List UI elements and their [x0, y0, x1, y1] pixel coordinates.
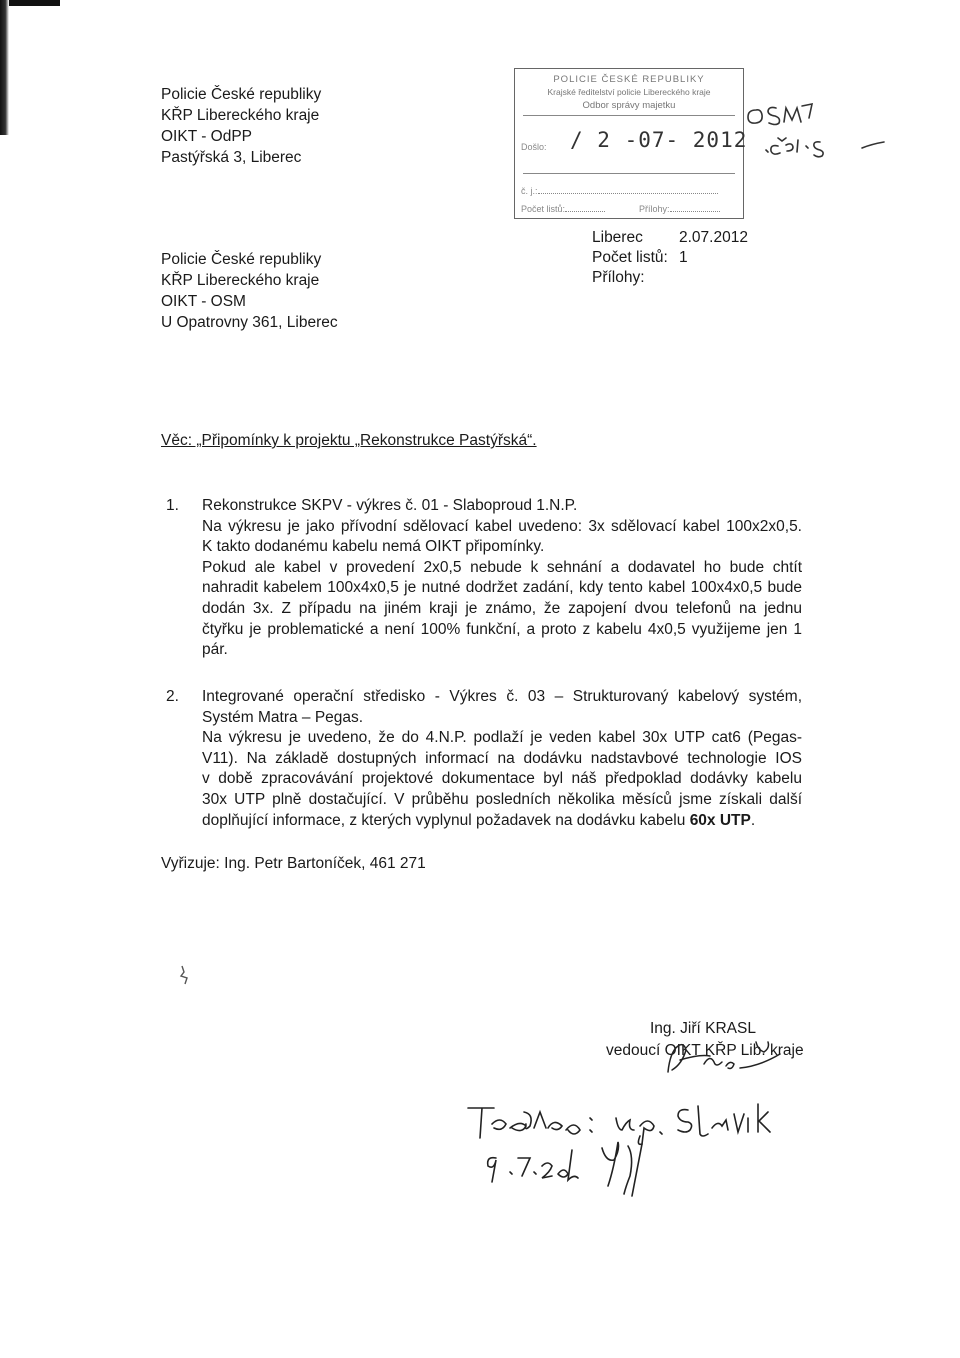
stamp-pocet-label: Počet listů: [521, 203, 605, 216]
item-line: Pokud ale kabel v provedení 2x0,5 nebude k sehnání a dodavatel ho bude chtít [202, 558, 802, 576]
item-line: v době zpracovávání projektové dokumentace byl náš předpoklad dodávky kabelu [202, 770, 802, 788]
meta-place-row [592, 228, 748, 248]
meta-place: Liberec [592, 229, 643, 246]
item-line: čtyřku je problematické a není 100% funkční, a proto z kabelu 4x0,5 využijeme jen 1 [202, 620, 802, 638]
handwritten-handover-note [452, 1088, 792, 1198]
sender-line: Policie České republiky [161, 86, 322, 103]
meta-prilohy-label: Přílohy: [592, 269, 645, 286]
recipient-address [161, 249, 338, 333]
scan-edge-left [0, 0, 9, 135]
stamp-prilohy-label: Přílohy: [639, 203, 720, 216]
sender-line: KŘP Libereckého kraje [161, 107, 320, 124]
sender-line: OIKT - OdPP [161, 128, 253, 145]
recipient-line: KŘP Libereckého kraje [161, 272, 320, 289]
recipient-line: Policie České republiky [161, 251, 322, 268]
stamp-line: Odbor správy majetku [582, 100, 676, 111]
meta-pocet-value: 1 [679, 249, 688, 266]
recipient-line: OIKT - OSM [161, 293, 246, 310]
item-line: V11). Na základě dostupných informací na dodávku nadstavbové technologie IOS [202, 749, 802, 767]
item-line: 30x UTP plně dostačující. V průběhu posledních několika měsíců jsme získali další [202, 790, 802, 808]
item-line: Na výkresu je jako přívodní sdělovací kabel uvedeno: 3x sdělovací kabel 100x2x0,5. [202, 517, 802, 535]
item-line: Rekonstrukce SKPV - výkres č. 01 - Slaboproud 1.N.P. [202, 497, 578, 514]
stamp-cj-label: č. j.: [521, 185, 718, 198]
letter-meta [592, 228, 748, 288]
signature-scribble [660, 1030, 790, 1080]
stamp-line: Krajské ředitelství policie Libereckého kraje [547, 87, 711, 97]
scan-mark-icon [178, 964, 192, 986]
recipient-line: U Opatrovny 361, Liberec [161, 314, 338, 331]
scan-edge [0, 0, 60, 6]
item-number: 1. [166, 497, 179, 514]
item-line: Na výkresu je uvedeno, že do 4.N.P. podlaží je veden kabel 30x UTP cat6 (Pegas- [202, 729, 802, 747]
item-line: dodán 3x. Z případu na jiném kraji je známo, že zapojení dvou telefonů na jednu [202, 599, 802, 617]
contact-person: Vyřizuje: Ing. Petr Bartoníček, 461 271 [161, 855, 426, 872]
sender-line: Pastýřská 3, Liberec [161, 149, 302, 166]
item-line: pár. [202, 641, 228, 659]
item-body [202, 687, 802, 831]
item-number: 2. [166, 688, 179, 705]
handwritten-osm-note [742, 96, 892, 166]
item-body [202, 496, 802, 661]
meta-pocet-label: Počet listů: [592, 249, 668, 266]
stamp-date: / 2 -07- 2012 [570, 128, 748, 152]
meta-date: 2.07.2012 [679, 229, 748, 246]
item-line: Integrované operační středisko - Výkres č. 03 – Strukturovaný kabelový systém, [202, 688, 802, 705]
meta-pocet-row [592, 248, 688, 268]
meta-prilohy-row [592, 268, 668, 288]
item-line: Systém Matra – Pegas. [202, 708, 364, 726]
registry-stamp [514, 68, 748, 219]
stamp-header: POLICIE ČESKÉ REPUBLIKY [553, 74, 705, 85]
sender-address [161, 84, 321, 168]
item-line: nahradit kabelem 100x4x0,5 je nutné dodržet zadání, kdy tento kabel 100x4x0,5 bude [202, 579, 802, 597]
item-line-final: doplňující informace, z kterých vyplynul požadavek na dodávku kabelu 60x UTP. [202, 811, 756, 829]
item-bold-tail: 60x UTP [689, 811, 751, 829]
item-line: K takto dodanému kabelu nemá OIKT připomínky. [202, 538, 545, 556]
stamp-doslo-label: Došlo: [521, 142, 547, 152]
signature-name: Ing. Jiří KRASL [650, 1020, 756, 1037]
letter-subject: Věc: „Připomínky k projektu „Rekonstrukce Pastýřská“. [161, 432, 537, 449]
signature-title: vedoucí OIKT KŘP Lib. kraje [606, 1042, 804, 1059]
